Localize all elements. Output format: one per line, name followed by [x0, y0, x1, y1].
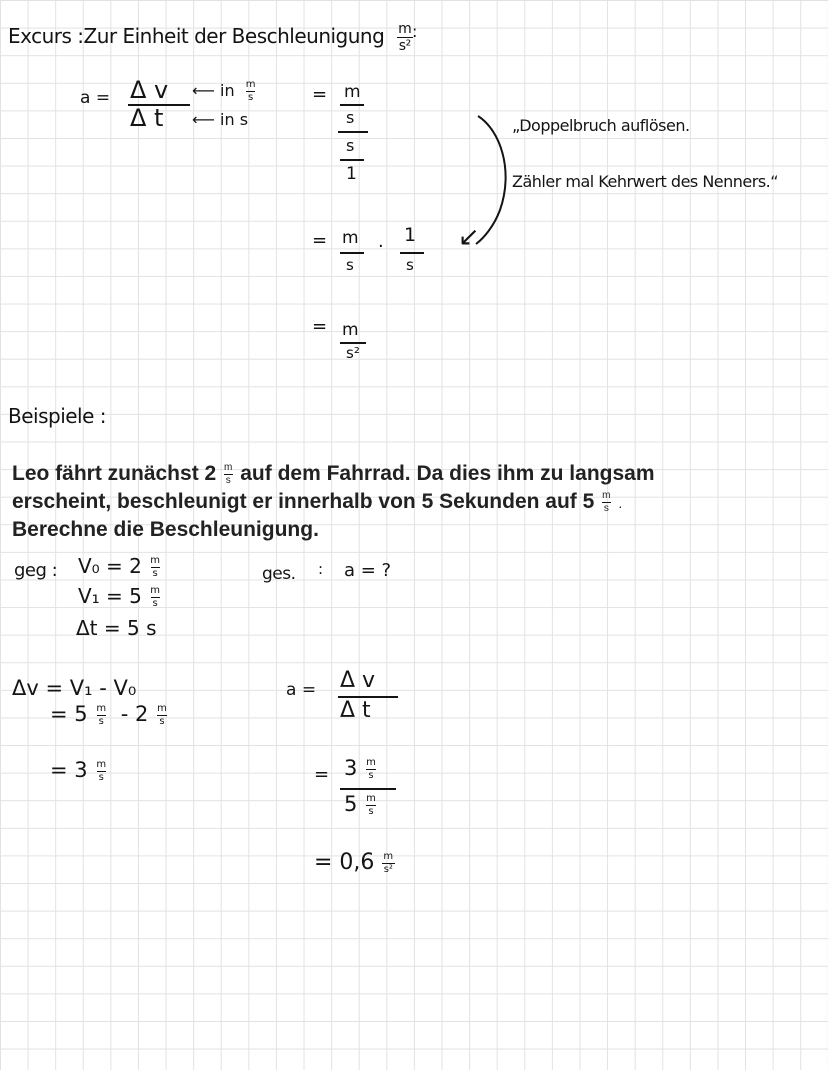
step2-s: s	[346, 256, 354, 274]
header-unit-fraction	[396, 22, 413, 53]
given-v0-unit-num: m	[150, 555, 161, 566]
a-calc-result-unit-den: s²	[383, 863, 393, 875]
problem-unit-1-den: s	[225, 474, 231, 486]
step3-s2: s²	[346, 344, 360, 362]
a-calc-result-value: = 0,6	[314, 850, 375, 875]
problem-unit-2-den: s	[603, 502, 609, 514]
a-calc-den-unit-m: m	[366, 792, 376, 804]
a-calc-num	[344, 756, 378, 781]
dv-line-3-text: = 3	[50, 758, 88, 782]
a-calc-num-unit	[364, 758, 378, 781]
dv-unit-b	[155, 704, 169, 727]
double-frac-bar-2	[340, 159, 364, 161]
a-calc-num-unit-m: m	[366, 756, 376, 768]
eq-3: =	[312, 316, 328, 337]
a-calc-den	[344, 792, 378, 817]
given-v1	[78, 584, 162, 609]
given-label: geg :	[14, 560, 58, 581]
problem-line-2-end: .	[618, 495, 623, 511]
a-calc-den-value: 5	[344, 792, 358, 816]
unit-v-num: m	[245, 79, 256, 90]
problem-line-3: Berechne die Beschleunigung.	[12, 518, 319, 541]
given-v0-unit	[148, 556, 162, 579]
given-v0-text: V₀ = 2	[78, 554, 142, 578]
given-v1-unit	[148, 586, 162, 609]
unit-v-den: s	[247, 92, 254, 103]
step2-m: m	[342, 228, 359, 248]
dv-line-1: Δv = V₁ - V₀	[12, 676, 137, 700]
a-calc-result	[314, 850, 395, 875]
dv-unit-c-num: m	[96, 758, 107, 770]
given-v0	[78, 554, 162, 579]
double-frac-m: m	[344, 82, 361, 102]
derivation-arrow-v	[192, 80, 257, 103]
a-calc-delta-v: Δ v	[340, 668, 376, 693]
given-v1-text: V₁ = 5	[78, 584, 142, 608]
note-line-1: „Doppelbruch auflösen.	[512, 116, 690, 135]
dv-line-3	[50, 758, 108, 783]
arrow-back-icon: ↙	[458, 222, 480, 252]
excurs-title	[8, 22, 413, 53]
dv-unit-b-den: s	[159, 715, 165, 727]
derivation-delta-v: Δ v	[130, 76, 169, 104]
given-v0-unit-den: s	[152, 568, 158, 579]
derivation-delta-t: Δ t	[130, 104, 164, 132]
a-calc-bar-2	[340, 788, 396, 790]
a-calc-num-unit-s: s	[368, 769, 374, 781]
dv-unit-c	[94, 760, 108, 783]
dv-line-2a: = 5	[50, 702, 88, 726]
double-frac-bar-1	[340, 104, 364, 106]
unit-v-fraction	[244, 80, 258, 103]
problem-line-1	[12, 462, 655, 486]
step2-dot: ·	[378, 236, 384, 257]
double-frac-s1: s	[346, 108, 355, 127]
a-calc-den-unit	[364, 794, 378, 817]
given-v1-unit-num: m	[150, 585, 161, 596]
note-line-2: Zähler mal Kehrwert des Nenners.“	[512, 172, 779, 191]
problem-unit-1	[222, 463, 234, 486]
dv-line-2	[50, 702, 169, 727]
a-calc-result-unit	[381, 852, 395, 875]
problem-line-2	[12, 490, 622, 514]
dv-line-2b: - 2	[120, 702, 149, 726]
given-dt: Δt = 5 s	[76, 616, 157, 640]
header-colon: :	[412, 22, 418, 41]
step2-bar-2	[400, 252, 424, 254]
problem-line-2-text: erscheint, beschleunigt er innerhalb von 5 Sekunden auf 5	[12, 490, 595, 513]
dv-unit-a-den: s	[98, 715, 104, 727]
derivation-a-eq: a =	[80, 88, 111, 108]
eq-2: =	[312, 230, 328, 251]
a-calc-eq-2: =	[314, 764, 330, 785]
step2-one: 1	[404, 224, 417, 246]
problem-unit-1-num: m	[224, 461, 233, 473]
a-calc-num-value: 3	[344, 756, 358, 780]
problem-unit-2	[600, 491, 612, 514]
header-unit-num: m	[398, 21, 412, 37]
step2-bar-1	[340, 252, 364, 254]
dv-unit-b-num: m	[157, 702, 167, 714]
header-unit-den: s²	[398, 38, 411, 54]
problem-line-1b: auf dem Fahrrad. Da dies ihm zu langsam	[240, 462, 655, 485]
double-frac-bar-main	[338, 131, 368, 133]
derivation-arrow-t: ⟵ in s	[192, 110, 249, 129]
sought-colon: :	[318, 560, 324, 578]
excurs-title-text: Excurs :Zur Einheit der Beschleunigung	[8, 24, 385, 48]
problem-unit-2-num: m	[602, 489, 611, 501]
a-calc-den-unit-s: s	[368, 805, 374, 817]
dv-unit-a	[94, 704, 108, 727]
sought-expr: a = ?	[344, 560, 392, 581]
eq-1: =	[312, 84, 328, 105]
arrow-v-label: ⟵ in	[192, 81, 235, 100]
examples-heading: Beispiele :	[8, 404, 107, 428]
double-frac-s2: s	[346, 136, 355, 155]
double-frac-one: 1	[346, 164, 357, 184]
problem-line-1a: Leo fährt zunächst 2	[12, 462, 217, 485]
dv-unit-a-num: m	[96, 702, 107, 714]
given-v1-unit-den: s	[152, 598, 158, 609]
a-calc-delta-t: Δ t	[340, 698, 371, 723]
step3-m: m	[342, 320, 359, 340]
dv-unit-c-den: s	[98, 771, 104, 783]
sought-label: ges.	[262, 564, 296, 584]
a-calc-result-unit-num: m	[383, 850, 394, 862]
a-calc-eq: a =	[286, 680, 317, 700]
step2-s-2: s	[406, 256, 414, 274]
